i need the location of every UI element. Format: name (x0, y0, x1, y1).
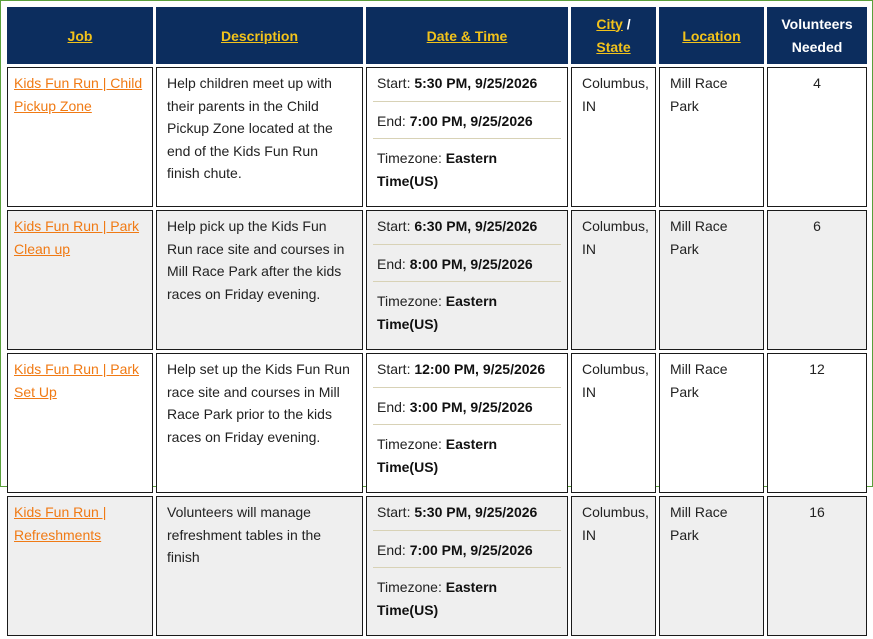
volunteers-needed-cell: 4 (767, 67, 867, 207)
timezone: Timezone: Eastern Time(US) (377, 293, 498, 332)
column-header-volunteers-needed: Volunteers Needed (767, 7, 867, 64)
end-time: End: 7:00 PM, 9/25/2026 (373, 110, 561, 140)
job-link[interactable]: Kids Fun Run | Child Pickup Zone (14, 75, 143, 114)
sort-state-link[interactable]: State (596, 38, 631, 55)
job-link[interactable]: Kids Fun Run | Park Set Up (14, 361, 140, 400)
column-header-job[interactable]: Job (7, 7, 153, 64)
column-header-description[interactable]: Description (156, 7, 363, 64)
column-header-location[interactable]: Location (659, 7, 764, 64)
volunteer-jobs-table (4, 4, 870, 639)
description-cell: Help pick up the Kids Fun Run race site and courses in Mill Race Park after the kids races on Friday evening. (156, 210, 363, 350)
start-time: Start: 5:30 PM, 9/25/2026 (373, 72, 561, 102)
location-cell: Mill Race Park (659, 496, 764, 636)
datetime-cell (366, 496, 568, 636)
column-header-date-time[interactable]: Date & Time (366, 7, 568, 64)
timezone: Timezone: Eastern Time(US) (377, 150, 498, 189)
city-state-cell: Columbus, IN (571, 67, 656, 207)
location-cell: Mill Race Park (659, 67, 764, 207)
volunteers-needed-cell: 12 (767, 353, 867, 493)
end-time: End: 8:00 PM, 9/25/2026 (373, 253, 561, 283)
city-state-separator: / (622, 15, 631, 32)
start-time: Start: 6:30 PM, 9/25/2026 (373, 215, 561, 245)
location-cell: Mill Race Park (659, 210, 764, 350)
end-time: End: 3:00 PM, 9/25/2026 (373, 396, 561, 426)
datetime-cell (366, 210, 568, 350)
job-link[interactable]: Kids Fun Run | Park Clean up (14, 218, 140, 257)
description-cell: Help set up the Kids Fun Run race site and courses in Mill Race Park prior to the kids races on Friday evening. (156, 353, 363, 493)
sort-city-link[interactable]: City (596, 15, 623, 32)
datetime-cell (366, 353, 568, 493)
description-cell: Help children meet up with their parents in the Child Pickup Zone located at the end of the Kids Fun Run finish chute. (156, 67, 363, 207)
table-row (7, 67, 867, 207)
city-state-cell: Columbus, IN (571, 496, 656, 636)
datetime-cell (366, 67, 568, 207)
column-header-city-state[interactable] (571, 7, 656, 64)
volunteers-needed-cell: 16 (767, 496, 867, 636)
job-cell (7, 496, 153, 636)
description-cell: Volunteers will manage refreshment tables in the finish (156, 496, 363, 636)
start-time: Start: 12:00 PM, 9/25/2026 (373, 358, 561, 388)
job-cell (7, 353, 153, 493)
location-cell: Mill Race Park (659, 353, 764, 493)
end-time: End: 7:00 PM, 9/25/2026 (373, 539, 561, 569)
city-state-cell: Columbus, IN (571, 210, 656, 350)
table-row (7, 210, 867, 350)
timezone: Timezone: Eastern Time(US) (377, 579, 498, 618)
job-cell (7, 67, 153, 207)
start-time: Start: 5:30 PM, 9/25/2026 (373, 501, 561, 531)
job-link[interactable]: Kids Fun Run | Refreshments (14, 504, 107, 543)
table-row (7, 353, 867, 493)
city-state-cell: Columbus, IN (571, 353, 656, 493)
volunteers-needed-cell: 6 (767, 210, 867, 350)
table-row (7, 496, 867, 636)
table-header-row (7, 7, 867, 64)
job-cell (7, 210, 153, 350)
timezone: Timezone: Eastern Time(US) (377, 436, 498, 475)
